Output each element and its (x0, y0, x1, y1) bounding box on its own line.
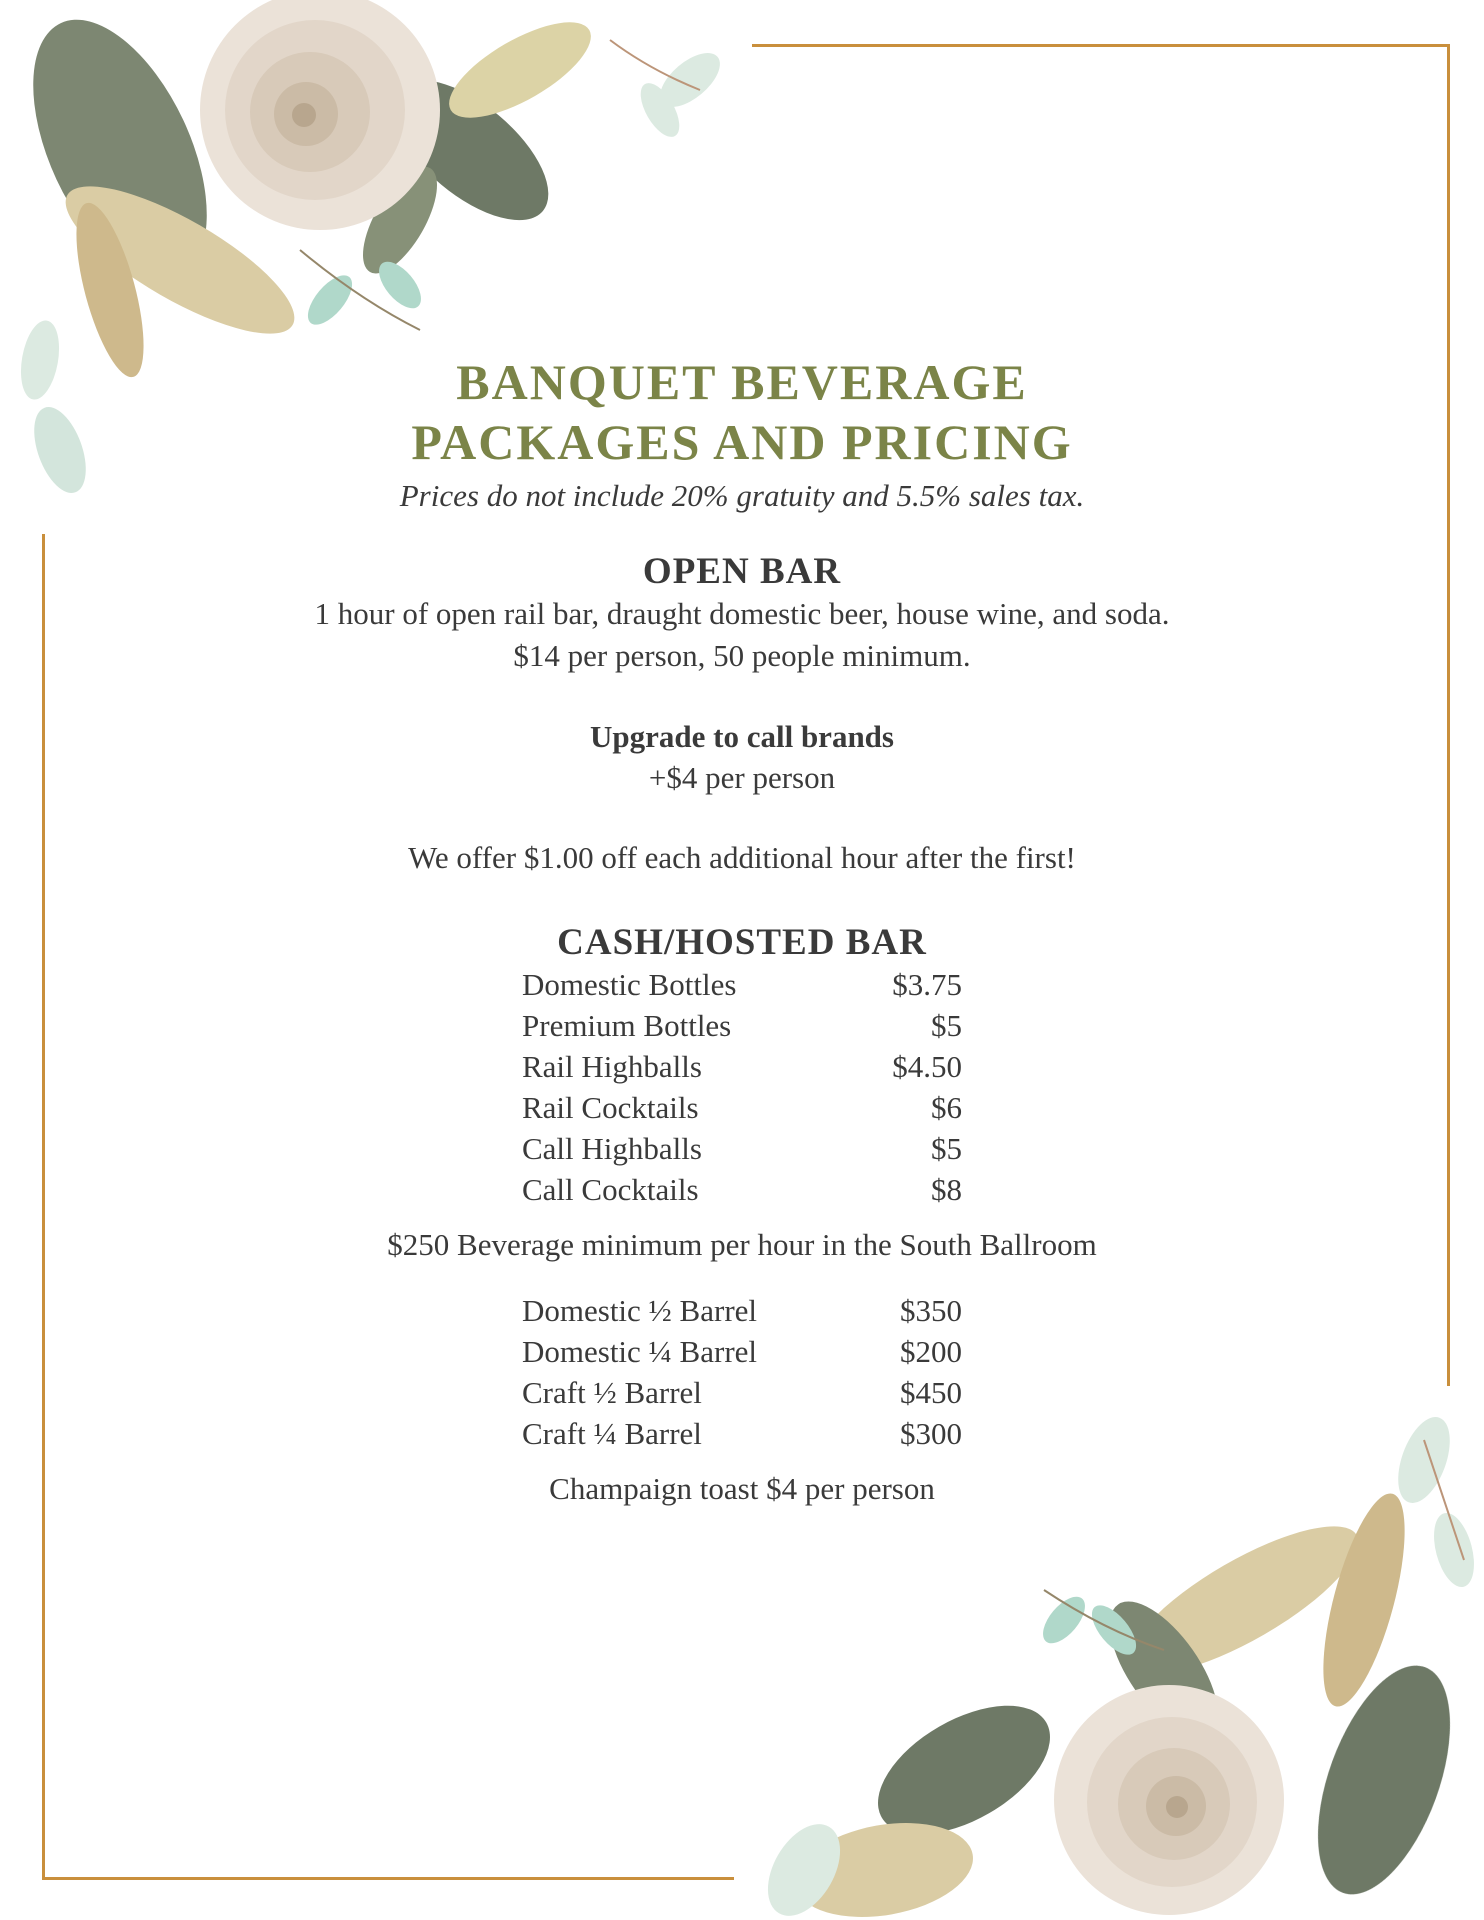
barrel-price: $200 (900, 1334, 962, 1369)
item-name: Rail Cocktails (522, 1090, 699, 1125)
item-price: $6 (931, 1090, 962, 1125)
price-row (522, 1128, 962, 1169)
title-line-2: PACKAGES AND PRICING (411, 414, 1073, 470)
item-name: Rail Highballs (522, 1049, 702, 1084)
upgrade-heading: Upgrade to call brands (590, 719, 894, 754)
barrel-price: $350 (900, 1293, 962, 1328)
frame-top-line (752, 44, 1450, 47)
item-name: Call Highballs (522, 1131, 702, 1166)
barrel-row (522, 1290, 962, 1331)
barrel-name: Craft ½ Barrel (522, 1375, 702, 1410)
frame-bottom-line (42, 1877, 734, 1880)
barrel-name: Craft ¼ Barrel (522, 1416, 702, 1451)
item-price: $4.50 (892, 1049, 962, 1084)
cash-bar-price-list (522, 964, 962, 1210)
title-line-1: BANQUET BEVERAGE (456, 354, 1028, 410)
barrel-price: $300 (900, 1416, 962, 1451)
barrel-name: Domestic ¼ Barrel (522, 1334, 758, 1369)
item-price: $5 (931, 1131, 962, 1166)
upgrade-price: +$4 per person (648, 760, 836, 795)
price-row (522, 1005, 962, 1046)
menu-content (0, 352, 1484, 1510)
page-title (0, 352, 1484, 472)
item-price: $3.75 (892, 967, 962, 1002)
cash-bar-heading: CASH/HOSTED BAR (557, 922, 927, 963)
open-bar-price: $14 per person, 50 people minimum. (513, 638, 971, 673)
price-row (522, 964, 962, 1005)
open-bar-description: 1 hour of open rail bar, draught domestic beer, house wine, and soda. (314, 596, 1170, 631)
price-row (522, 1046, 962, 1087)
barrel-row (522, 1372, 962, 1413)
item-name: Call Cocktails (522, 1172, 699, 1207)
champagne-toast-note: Champaign toast $4 per person (549, 1471, 935, 1506)
barrel-price: $450 (900, 1375, 962, 1410)
open-bar-heading: OPEN BAR (642, 551, 842, 592)
price-row (522, 1087, 962, 1128)
barrel-row (522, 1413, 962, 1454)
price-row (522, 1169, 962, 1210)
barrel-price-list (522, 1290, 962, 1454)
pricing-disclaimer: Prices do not include 20% gratuity and 5.5% sales tax. (399, 478, 1085, 513)
beverage-minimum-note: $250 Beverage minimum per hour in the South Ballroom (387, 1227, 1097, 1262)
additional-hour-note: We offer $1.00 off each additional hour after the first! (408, 840, 1076, 875)
barrel-row (522, 1331, 962, 1372)
item-price: $5 (931, 1008, 962, 1043)
item-name: Domestic Bottles (522, 967, 737, 1002)
barrel-name: Domestic ½ Barrel (522, 1293, 758, 1328)
item-price: $8 (931, 1172, 962, 1207)
item-name: Premium Bottles (522, 1008, 732, 1043)
